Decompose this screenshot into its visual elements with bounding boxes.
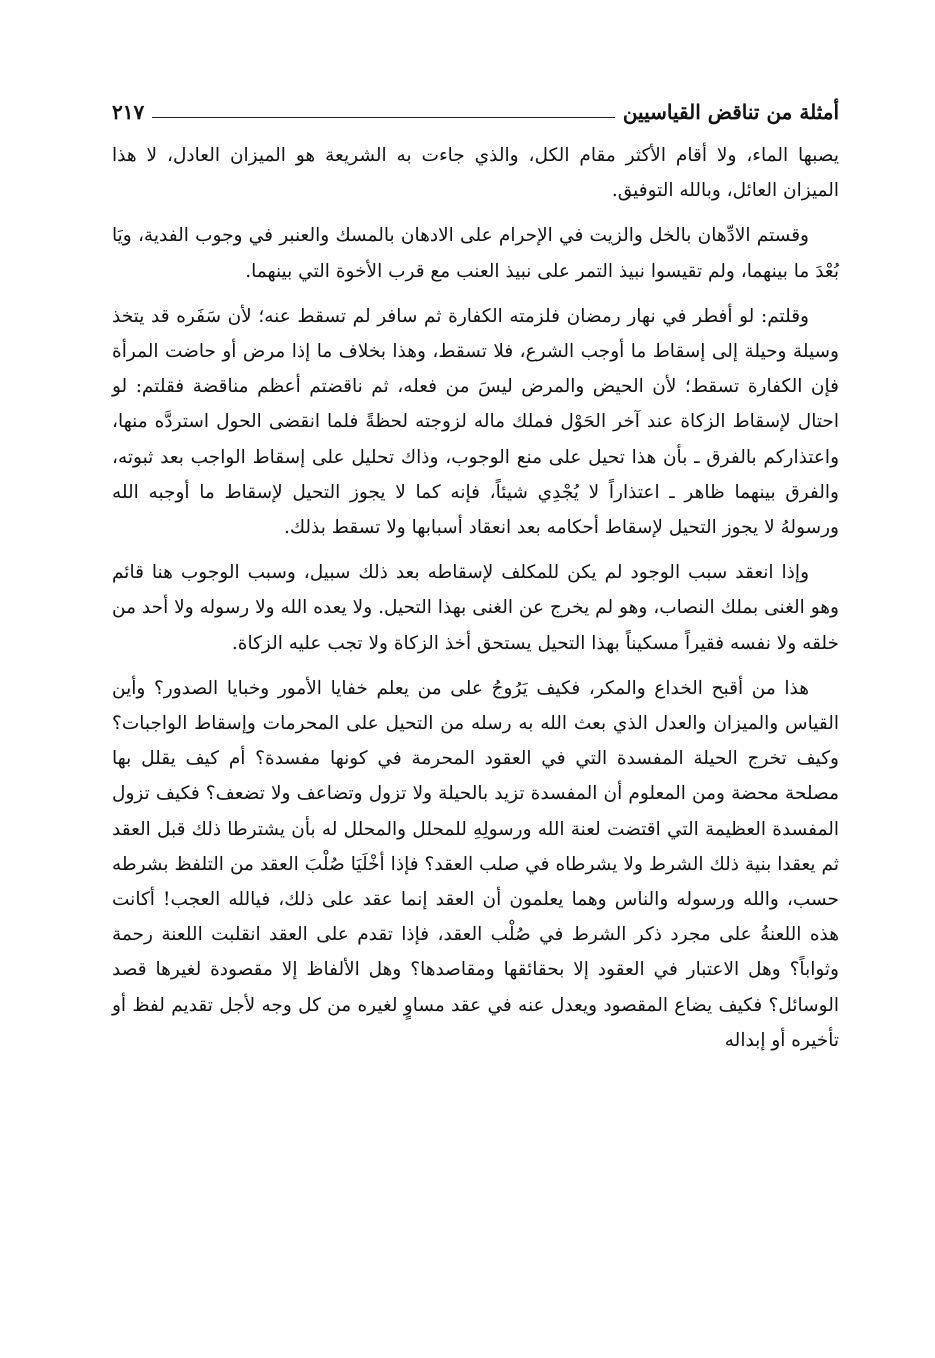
paragraph: وإذا انعقد سبب الوجود لم يكن للمكلف لإسقاطه بعد ذلك سبيل، وسبب الوجوب هنا قائم وهو الغنى بملك النصاب، وهو لم يخرج عن الغنى بهذا التحيل. ولا يعده الله ولا رسوله ولا أحد من خلقه ولا نفسه فقيراً مسكيناً بهذا التحيل يستحق أخذ الزكاة ولا تجب عليه الزكاة. bbox=[112, 562, 839, 654]
paragraph: وقلتم: لو أفطر في نهار رمضان فلزمته الكفارة ثم سافر لم تسقط عنه؛ لأن سَفَره قد يتخذ وسيلة وحيلة إلى إسقاط ما أوجب الشرع، فلا تسقط، وهذا بخلاف ما إذا مرض أو حاضت المرأة فإن الكفارة تسقط؛ لأن الحيض والمرض ليسَ من فعله، ثم ناقضتم أعظم مناقضة فقلتم: لو احتال لإسقاط الزكاة عند آخر الحَوْل فملك ماله لزوجته لحظةً فلما انقضى الحول استردَّه منها، واعتذاركم بالفرق ـ بأن هذا تحيل على منع الوجوب، وذاك تحليل على إسقاط الواجب بعد ثبوته، والفرق بينهما ظاهر ـ اعتذاراً لا يُجْدِي شيئاً، فإنه كما لا يجوز التحيل لإسقاط ما أوجبه الله ورسولهُ لا يجوز التحيل لإسقاط أحكامه بعد انعقاد أسبابها ولا تسقط بذلك. bbox=[112, 305, 839, 539]
header-rule bbox=[152, 117, 615, 118]
paragraph: يصبها الماء، ولا أقام الأكثر مقام الكل، والذي جاءت به الشريعة هو الميزان العادل، لا هذا الميزان العائل، وبالله التوفيق. bbox=[112, 145, 839, 202]
paragraph: وقستم الادِّهان بالخل والزيت في الإحرام على الادهان بالمسك والعنبر في وجوب الفدية، ويَا بُعْدَ ما بينهما، ولم تقيسوا نبيذ التمر على نبيذ العنب مع قرب الأخوة التي بينهما. bbox=[112, 225, 839, 282]
page-number: ٢١٧ bbox=[112, 100, 145, 124]
running-header bbox=[112, 90, 839, 124]
header-title: أمثلة من تناقض القياسيين bbox=[622, 100, 839, 124]
paragraph: هذا من أقبح الخداع والمكر، فكيف يَرُوجُ على من يعلم خفايا الأمور وخبايا الصدور؟ وأين القياس والميزان والعدل الذي بعث الله به رسله من التحيل على المحرمات وإسقاط الواجبات؟ وكيف تخرج الحيلة المفسدة التي في العقود المحرمة في كونها مفسدة؟ أم كيف يقلل بها مصلحة محضة ومن المعلوم أن المفسدة تزيد بالحيلة ولا تزول وتضاعف ولا تضعف؟ فكيف تزول المفسدة العظيمة التي اقتضت لعنة الله ورسولِهِ للمحلل والمحلل له بأن يشترطا ذلك قبل العقد ثم يعقدا بنية ذلك الشرط ولا يشرطاه في صلب العقد؟ فإذا أخْلَيَا صُلْبَ العقد من التلفظ بشرطه حسب، والله ورسوله والناس وهما يعلمون أن العقد إنما عقد على ذلك، فيالله العجب! أكانت هذه اللعنةُ على مجرد ذكر الشرط في صُلْب العقد، فإذا تقدم على العقد انقلبت اللعنة رحمة وثواباً؟ وهل الاعتبار في العقود إلا بحقائقها ومقاصدها؟ وهل الألفاظ إلا مقصودة لغيرها قصد الوسائل؟ فكيف يضاع المقصود ويعدل عنه في عقد مساوٍ لغيره من كل وجه لأجل تقديم لفظ أو تأخيره أو إبداله bbox=[112, 677, 839, 1051]
body-text bbox=[112, 138, 839, 1068]
